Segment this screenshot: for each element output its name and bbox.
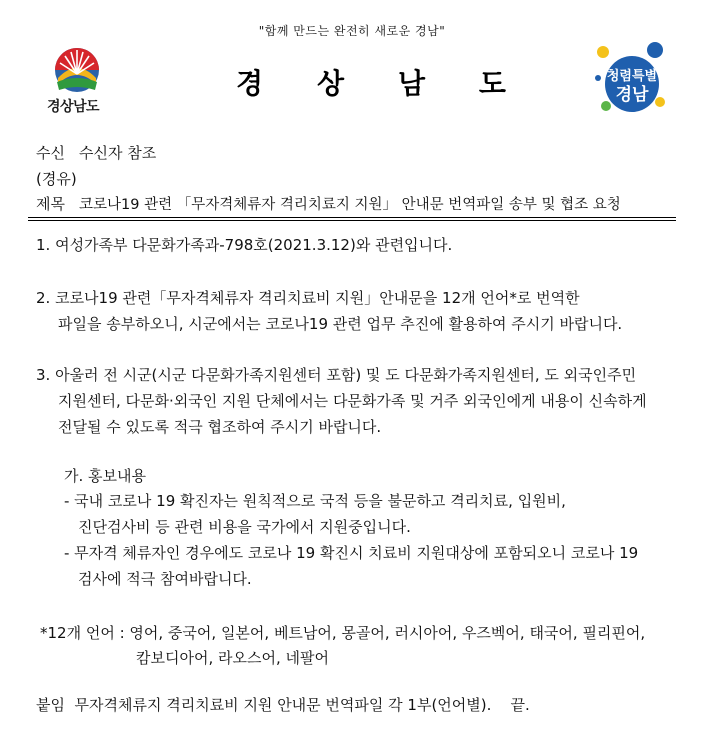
paragraph-3-line-1: 3. 아울러 전 시군(시군 다문화가족지원센터 포함) 및 도 다문화가족지원센터, 도 외국인주민 bbox=[36, 366, 637, 384]
paragraph-2-line-1: 2. 코로나19 관련「무자격체류자 격리치료비 지원」안내문을 12개 언어*로 번역한 bbox=[36, 289, 580, 307]
recipient-line bbox=[36, 142, 156, 163]
promo-item-1-line-2: 진단검사비 등 관련 비용을 국가에서 지원중입니다. bbox=[78, 518, 411, 536]
promo-item-2-line-2: 검사에 적극 참여바랍니다. bbox=[78, 570, 252, 588]
svg-text:경남: 경남 bbox=[615, 85, 649, 105]
svg-text:청렴특별: 청렴특별 bbox=[606, 69, 658, 84]
subject-divider bbox=[28, 217, 676, 218]
integrity-gyeongnam-logo bbox=[592, 40, 674, 122]
subject-label: 제목 bbox=[36, 195, 65, 213]
promo-heading: 가. 홍보내용 bbox=[64, 467, 146, 485]
paragraph-3-line-3: 전달될 수 있도록 적극 협조하여 주시기 바랍니다. bbox=[58, 418, 382, 436]
title-char: 경 bbox=[236, 67, 264, 100]
paragraph-1: 1. 여성가족부 다문화가족과-798호(2021.3.12)와 관련입니다. bbox=[36, 236, 453, 254]
attachment-line: 붙임 무자격체류지 격리치료비 지원 안내문 번역파일 각 1부(언어별). 끝. bbox=[36, 696, 530, 714]
promo-item-2-line-1: - 무자격 체류자인 경우에도 코로나 19 확진시 치료비 지원대상에 포함되오니 코로나 19 bbox=[64, 544, 639, 562]
emblem-logo-text: 경상남도 bbox=[46, 99, 100, 115]
via-line: (경유) bbox=[36, 170, 77, 188]
recipient-label: 수신 bbox=[36, 144, 65, 162]
languages-line-2: 캄보디아어, 라오스어, 네팔어 bbox=[136, 649, 329, 667]
page-title bbox=[236, 62, 506, 102]
title-char: 상 bbox=[316, 67, 345, 100]
slogan: "함께 만드는 완전히 새로운 경남" bbox=[258, 24, 446, 38]
subject-line bbox=[36, 193, 621, 214]
title-char: 도 bbox=[478, 67, 506, 100]
paragraph-3-line-2: 지원센터, 다문화·외국인 지원 단체에서는 다문화가족 및 거주 외국인에게 내용이 신속하게 bbox=[58, 392, 647, 410]
languages-line-1: *12개 언어 : 영어, 중국어, 일본어, 베트남어, 몽골어, 러시아어, 우즈벡어, 태국어, 필리핀어, bbox=[40, 624, 646, 642]
recipient-value: 수신자 참조 bbox=[78, 144, 157, 162]
subject-divider bbox=[28, 220, 676, 221]
title-char: 남 bbox=[397, 67, 425, 100]
subject-value: 코로나19 관련 「무자격체류자 격리치료지 지원」 안내문 번역파일 송부 및 협조 요청 bbox=[78, 197, 621, 213]
promo-item-1-line-1: - 국내 코로나 19 확진자는 원칙적으로 국적 등을 불문하고 격리치료, 입원비, bbox=[64, 492, 566, 510]
paragraph-2-line-2: 파일을 송부하오니, 시군에서는 코로나19 관련 업무 추진에 활용하여 주시기 바랍니다. bbox=[58, 315, 623, 333]
